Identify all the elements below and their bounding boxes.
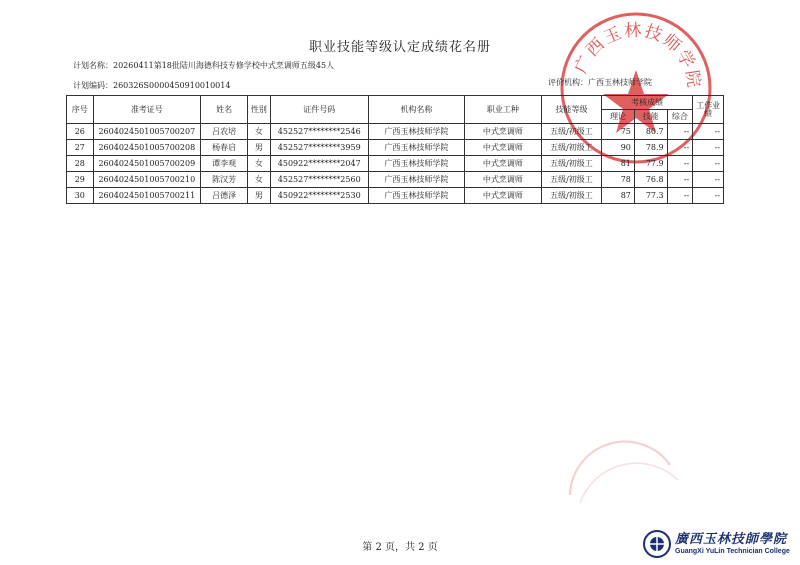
cell-name: 陈汉芳 bbox=[201, 172, 248, 188]
cell-name: 吕德泽 bbox=[201, 188, 248, 204]
cell-exam-no: 2604024501005700207 bbox=[93, 124, 200, 140]
cell-skill: 80.7 bbox=[634, 124, 667, 140]
cell-org: 广西玉林技师学院 bbox=[368, 140, 464, 156]
cell-work-performance: -- bbox=[693, 172, 724, 188]
header-org: 机构名称 bbox=[368, 96, 464, 124]
table-row bbox=[67, 124, 724, 140]
cell-name: 吕农培 bbox=[201, 124, 248, 140]
cell-occupation: 中式烹调师 bbox=[465, 188, 542, 204]
cell-composite: -- bbox=[667, 188, 693, 204]
svg-text:广西玉林技师学院: 广西玉林技师学院 bbox=[571, 20, 704, 91]
cell-theory: 78 bbox=[602, 172, 635, 188]
cell-composite: -- bbox=[667, 156, 693, 172]
cell-level: 五级/初级工 bbox=[541, 140, 601, 156]
college-name-cn: 廣西玉林技師學院 bbox=[675, 532, 788, 547]
cell-level: 五级/初级工 bbox=[541, 156, 601, 172]
table-row bbox=[67, 172, 724, 188]
header-composite: 综合 bbox=[667, 110, 693, 124]
cell-theory: 75 bbox=[602, 124, 635, 140]
faint-stamp bbox=[560, 425, 680, 505]
cell-occupation: 中式烹调师 bbox=[465, 124, 542, 140]
cell-org: 广西玉林技师学院 bbox=[368, 172, 464, 188]
cell-seq: 26 bbox=[67, 124, 94, 140]
cell-skill: 78.9 bbox=[634, 140, 667, 156]
header-score-group: 考核成绩 bbox=[602, 96, 693, 110]
plan-name: 计划名称：20260411第18批陆川海德科技专修学校中式烹调师五级45人 bbox=[73, 61, 335, 70]
page-title: 职业技能等级认定成绩花名册 bbox=[308, 40, 491, 55]
score-roster-table bbox=[66, 95, 724, 204]
cell-work-performance: -- bbox=[693, 124, 724, 140]
cell-theory: 87 bbox=[602, 188, 635, 204]
table-row bbox=[67, 140, 724, 156]
cell-composite: -- bbox=[667, 172, 693, 188]
header-seq: 序号 bbox=[67, 96, 94, 124]
cell-skill: 77.3 bbox=[634, 188, 667, 204]
cell-level: 五级/初级工 bbox=[541, 172, 601, 188]
header-work-performance: 工作业绩 bbox=[693, 96, 724, 124]
cell-gender: 女 bbox=[248, 156, 271, 172]
cell-work-performance: -- bbox=[693, 188, 724, 204]
cell-theory: 90 bbox=[602, 140, 635, 156]
cell-occupation: 中式烹调师 bbox=[465, 156, 542, 172]
college-name-en: GuangXi YuLin Technician College bbox=[675, 548, 790, 555]
cell-occupation: 中式烹调师 bbox=[465, 140, 542, 156]
cell-composite: -- bbox=[667, 140, 693, 156]
evaluation-agency: 评价机构：广西玉林技师学院 bbox=[548, 78, 652, 87]
cell-id-no: 452527********2546 bbox=[270, 124, 368, 140]
cell-id-no: 450922********2047 bbox=[270, 156, 368, 172]
cell-name: 谭李观 bbox=[201, 156, 248, 172]
header-gender: 性别 bbox=[248, 96, 271, 124]
cell-level: 五级/初级工 bbox=[541, 124, 601, 140]
cell-gender: 男 bbox=[248, 140, 271, 156]
cell-gender: 女 bbox=[248, 124, 271, 140]
cell-seq: 27 bbox=[67, 140, 94, 156]
header-theory: 理论 bbox=[602, 110, 635, 124]
header-skill: 技能 bbox=[634, 110, 667, 124]
cell-level: 五级/初级工 bbox=[541, 188, 601, 204]
cell-skill: 77.9 bbox=[634, 156, 667, 172]
cell-theory: 81 bbox=[602, 156, 635, 172]
cell-exam-no: 2604024501005700209 bbox=[93, 156, 200, 172]
cell-gender: 男 bbox=[248, 188, 271, 204]
cell-work-performance: -- bbox=[693, 140, 724, 156]
cell-org: 广西玉林技师学院 bbox=[368, 188, 464, 204]
table-row bbox=[67, 156, 724, 172]
table-row bbox=[67, 188, 724, 204]
cell-exam-no: 2604024501005700208 bbox=[93, 140, 200, 156]
cell-seq: 29 bbox=[67, 172, 94, 188]
header-name: 姓名 bbox=[201, 96, 248, 124]
cell-org: 广西玉林技师学院 bbox=[368, 156, 464, 172]
cell-exam-no: 2604024501005700210 bbox=[93, 172, 200, 188]
cell-name: 杨春启 bbox=[201, 140, 248, 156]
cell-org: 广西玉林技师学院 bbox=[368, 124, 464, 140]
cell-gender: 女 bbox=[248, 172, 271, 188]
header-level: 技能等级 bbox=[541, 96, 601, 124]
cell-work-performance: -- bbox=[693, 156, 724, 172]
cell-seq: 30 bbox=[67, 188, 94, 204]
header-occupation: 职业工种 bbox=[465, 96, 542, 124]
page-number: 第 2 页，共 2 页 bbox=[362, 542, 438, 553]
cell-composite: -- bbox=[667, 124, 693, 140]
cell-occupation: 中式烹调师 bbox=[465, 172, 542, 188]
cell-exam-no: 2604024501005700211 bbox=[93, 188, 200, 204]
cell-id-no: 452527********3959 bbox=[270, 140, 368, 156]
header-exam-no: 准考证号 bbox=[93, 96, 200, 124]
plan-code: 计划编码：260326S0000450910010014 bbox=[73, 81, 231, 90]
cell-seq: 28 bbox=[67, 156, 94, 172]
cell-id-no: 450922********2530 bbox=[270, 188, 368, 204]
cell-skill: 76.8 bbox=[634, 172, 667, 188]
cell-id-no: 452527********2560 bbox=[270, 172, 368, 188]
header-id-no: 证件号码 bbox=[270, 96, 368, 124]
